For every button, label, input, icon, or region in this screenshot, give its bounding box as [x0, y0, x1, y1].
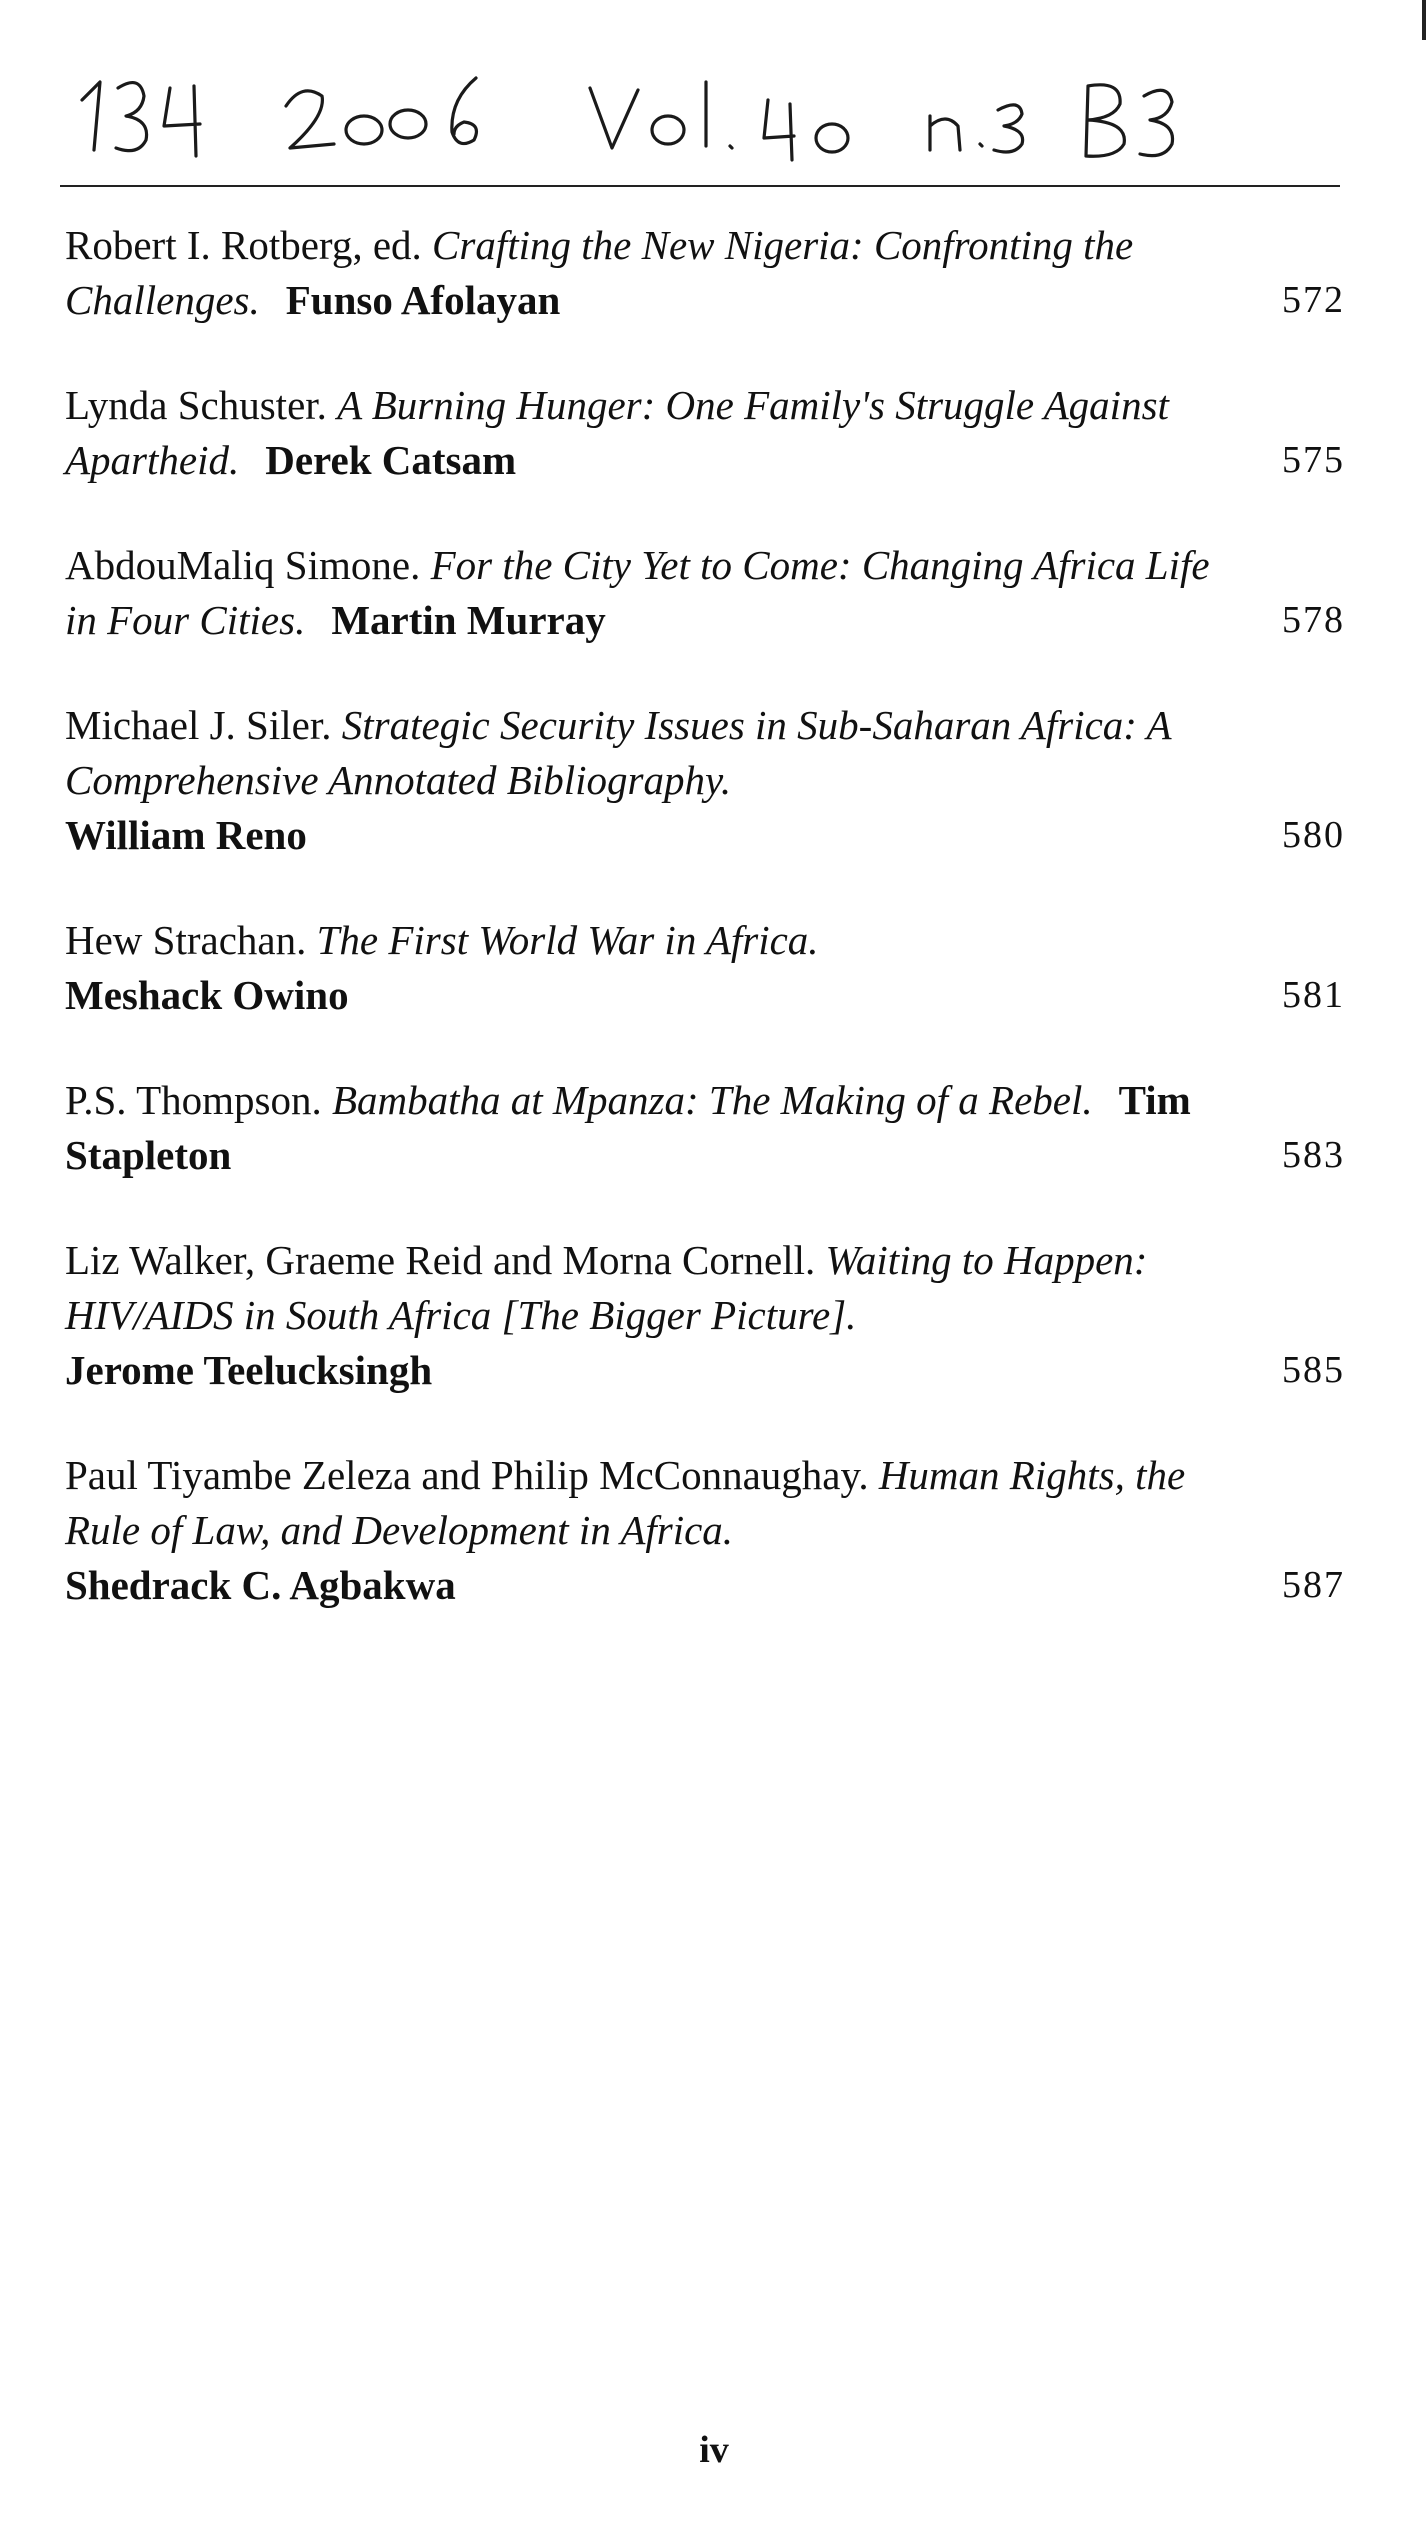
entry-title: The First World War in Africa.	[316, 917, 819, 963]
entry-citation	[65, 1073, 1215, 1183]
entry-reviewer: Shedrack C. Agbakwa	[65, 1562, 456, 1608]
entry-page-number: 578	[1282, 599, 1345, 641]
entry-reviewer: Martin Murray	[331, 597, 606, 643]
page-folio: iv	[699, 2429, 729, 2471]
entry-reviewer: William Reno	[65, 812, 307, 858]
entry-reviewer: Derek Catsam	[265, 437, 517, 483]
entry-citation	[65, 1448, 1215, 1613]
entry-page-number: 585	[1282, 1349, 1345, 1391]
entry-author: Robert I. Rotberg, ed.	[65, 222, 422, 268]
entry-page-number: 587	[1282, 1564, 1345, 1606]
entry-citation	[65, 378, 1215, 488]
contents-entry	[65, 538, 1355, 648]
entry-page-number: 575	[1282, 439, 1345, 481]
entry-citation	[65, 538, 1215, 648]
entry-page-number: 572	[1282, 279, 1345, 321]
entry-title: Human Rights, the Rule of Law, and Development in Africa.	[65, 1452, 1186, 1553]
entry-citation	[65, 218, 1215, 328]
entry-citation	[65, 698, 1215, 863]
contents-entry	[65, 378, 1355, 488]
contents-entry	[65, 913, 1355, 1023]
entry-author: P.S. Thompson.	[65, 1077, 322, 1123]
entry-title: Strategic Security Issues in Sub-Saharan Africa: A Comprehensive Annotated Bibliography.	[65, 702, 1171, 803]
entry-reviewer: Meshack Owino	[65, 972, 349, 1018]
handwritten-annotation	[78, 60, 1318, 170]
entry-citation	[65, 1233, 1215, 1398]
contents-entry	[65, 1233, 1355, 1398]
contents-entry	[65, 1073, 1355, 1183]
entry-reviewer: Jerome Teelucksingh	[65, 1347, 433, 1393]
entry-author: AbdouMaliq Simone.	[65, 542, 421, 588]
entry-author: Michael J. Siler.	[65, 702, 332, 748]
entry-reviewer: Tim Stapleton	[65, 1077, 1191, 1178]
entry-page-number: 580	[1282, 814, 1345, 856]
entry-citation	[65, 913, 1215, 1023]
entry-author: Paul Tiyambe Zeleza and Philip McConnaughay.	[65, 1452, 869, 1498]
contents-entry	[65, 1448, 1355, 1613]
contents-list	[65, 218, 1355, 1663]
entry-title: Crafting the New Nigeria: Confronting the Challenges.	[65, 222, 1134, 323]
entry-author: Lynda Schuster.	[65, 382, 327, 428]
entry-title: For the City Yet to Come: Changing Africa Life in Four Cities.	[65, 542, 1210, 643]
entry-author: Liz Walker, Graeme Reid and Morna Cornell.	[65, 1237, 816, 1283]
header-rule	[60, 185, 1340, 187]
entry-page-number: 581	[1282, 974, 1345, 1016]
entry-title: Bambatha at Mpanza: The Making of a Rebel.	[331, 1077, 1093, 1123]
handwriting-drawing	[78, 60, 1318, 170]
scan-edge-mark	[1422, 0, 1426, 40]
contents-entry	[65, 698, 1355, 863]
entry-title: A Burning Hunger: One Family's Struggle Against Apartheid.	[65, 382, 1169, 483]
entry-reviewer: Funso Afolayan	[285, 277, 561, 323]
entry-page-number: 583	[1282, 1134, 1345, 1176]
entry-title: Waiting to Happen: HIV/AIDS in South Africa [The Bigger Picture].	[65, 1237, 1148, 1338]
entry-author: Hew Strachan.	[65, 917, 307, 963]
contents-entry	[65, 218, 1355, 328]
